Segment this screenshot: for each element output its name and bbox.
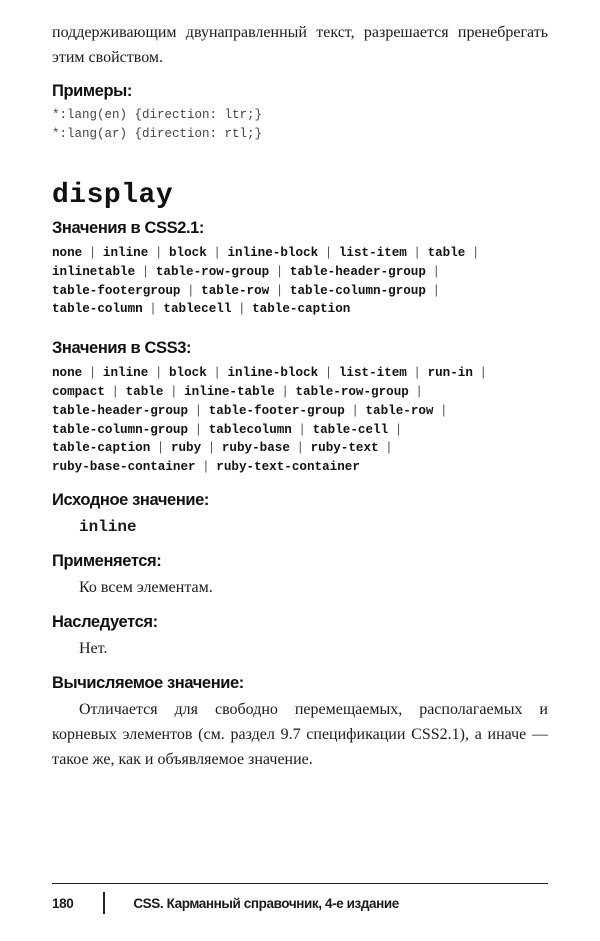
- value-keyword: inline: [102, 246, 149, 260]
- value-separator: |: [425, 283, 441, 298]
- computed-value-heading: Вычисляемое значение:: [52, 673, 244, 692]
- value-separator: |: [135, 264, 156, 279]
- example-line: *:lang(en) {direction: ltr;}: [52, 108, 263, 122]
- value-keyword: ruby: [170, 441, 202, 456]
- value-keyword: table-footer-group: [208, 403, 345, 418]
- value-keyword: inline-table: [184, 384, 275, 399]
- value-separator: |: [104, 384, 126, 399]
- value-separator: |: [188, 422, 209, 437]
- value-keyword: table-column-group: [52, 422, 189, 437]
- computed-value-text: Отличается для свободно перемещаемых, располагаемых и корневых элементов (см. раздел 9.7 спецификации CSS2.1), а иначе — такое же, как и объявляемое значение.: [52, 700, 548, 768]
- value-separator: |: [318, 366, 339, 381]
- value-separator: |: [148, 366, 169, 381]
- values-line: [52, 282, 548, 301]
- value-separator: |: [408, 384, 423, 399]
- value-keyword: table-row-group: [295, 384, 409, 399]
- values-line: [52, 263, 548, 282]
- value-keyword: none: [52, 246, 83, 260]
- value-keyword: tablecolumn: [208, 422, 292, 437]
- value-keyword: block: [168, 246, 207, 260]
- value-separator: |: [472, 366, 488, 381]
- values-line: [52, 421, 548, 440]
- inherited-heading: Наследуется:: [52, 612, 158, 631]
- initial-value-heading: Исходное значение:: [52, 490, 209, 509]
- value-separator: |: [82, 246, 103, 260]
- applies-to-heading: Применяется:: [52, 551, 162, 570]
- value-keyword: inlinetable: [52, 264, 136, 279]
- value-keyword: ruby-text: [310, 441, 379, 456]
- examples-code-block: [52, 106, 548, 144]
- value-keyword: table-header-group: [52, 403, 189, 418]
- property-title: display: [52, 180, 174, 211]
- values-line: [52, 439, 548, 458]
- value-separator: |: [433, 403, 448, 418]
- initial-value: inline: [79, 517, 137, 536]
- value-separator: |: [148, 246, 169, 260]
- value-keyword: table-row: [365, 403, 434, 418]
- value-separator: |: [82, 366, 103, 381]
- value-keyword: table-cell: [312, 422, 389, 437]
- value-separator: |: [344, 403, 366, 418]
- value-keyword: table-caption: [52, 441, 151, 456]
- values-line: [52, 244, 548, 263]
- page-number: 180: [52, 895, 74, 911]
- value-separator: |: [318, 246, 339, 260]
- value-separator: |: [406, 246, 428, 260]
- value-keyword: list-item: [338, 246, 407, 260]
- intro-paragraph: поддерживающим двунаправленный текст, разрешается пренебрегать этим свойством.: [52, 24, 548, 66]
- value-separator: |: [425, 264, 441, 279]
- inherited-value: Нет.: [79, 639, 108, 657]
- value-separator: |: [269, 264, 290, 279]
- value-keyword: tablecell: [163, 302, 232, 317]
- example-line: *:lang(ar) {direction: rtl;}: [52, 127, 263, 141]
- css21-values-list: [52, 244, 548, 319]
- value-separator: |: [163, 384, 185, 399]
- value-separator: |: [150, 441, 171, 456]
- value-separator: |: [388, 422, 403, 437]
- page-footer: [52, 892, 399, 914]
- value-keyword: inline-block: [227, 366, 319, 381]
- value-separator: |: [289, 441, 311, 456]
- value-separator: |: [180, 283, 202, 298]
- value-keyword: inline-block: [227, 246, 319, 260]
- value-keyword: table-row: [201, 283, 270, 298]
- value-separator: |: [188, 403, 209, 418]
- value-keyword: table-header-group: [289, 264, 426, 279]
- value-separator: |: [269, 283, 290, 298]
- value-separator: |: [195, 460, 217, 475]
- book-title: CSS. Карманный справочник, 4-е издание: [133, 895, 399, 911]
- values-line: [52, 364, 548, 383]
- value-keyword: block: [168, 366, 207, 381]
- value-separator: |: [291, 422, 313, 437]
- value-keyword: table-column-group: [289, 283, 426, 298]
- value-separator: |: [378, 441, 393, 456]
- value-separator: |: [206, 366, 228, 381]
- footer-separator-bar: [103, 892, 105, 914]
- examples-heading: Примеры:: [52, 82, 132, 100]
- value-keyword: table-footergroup: [52, 283, 181, 298]
- value-separator: |: [142, 302, 164, 317]
- values-line: [52, 383, 548, 402]
- value-keyword: table: [125, 384, 164, 399]
- value-keyword: ruby-text-container: [216, 460, 360, 475]
- css3-values-list: [52, 364, 548, 477]
- value-keyword: inline: [102, 366, 149, 381]
- applies-to-value: Ко всем элементам.: [79, 578, 213, 596]
- value-keyword: none: [52, 366, 83, 381]
- value-separator: |: [231, 302, 253, 317]
- value-keyword: table-column: [52, 302, 143, 317]
- css3-values-heading: Значения в CSS3:: [52, 339, 192, 358]
- values-line: [52, 402, 548, 421]
- values-line: [52, 300, 548, 319]
- footer-divider: [52, 883, 548, 884]
- css21-values-heading: Значения в CSS2.1:: [52, 219, 205, 237]
- value-keyword: ruby-base: [221, 441, 290, 456]
- value-keyword: run-in: [427, 366, 473, 381]
- value-keyword: compact: [52, 384, 105, 399]
- value-keyword: table-caption: [252, 302, 351, 317]
- value-separator: |: [465, 246, 480, 260]
- value-separator: |: [406, 366, 428, 381]
- value-keyword: table-row-group: [155, 264, 270, 279]
- value-separator: |: [274, 384, 296, 399]
- value-keyword: list-item: [338, 366, 407, 381]
- value-keyword: table: [427, 246, 466, 260]
- value-separator: |: [201, 441, 222, 456]
- value-keyword: ruby-base-container: [52, 460, 196, 475]
- value-separator: |: [206, 246, 228, 260]
- values-line: [52, 458, 548, 477]
